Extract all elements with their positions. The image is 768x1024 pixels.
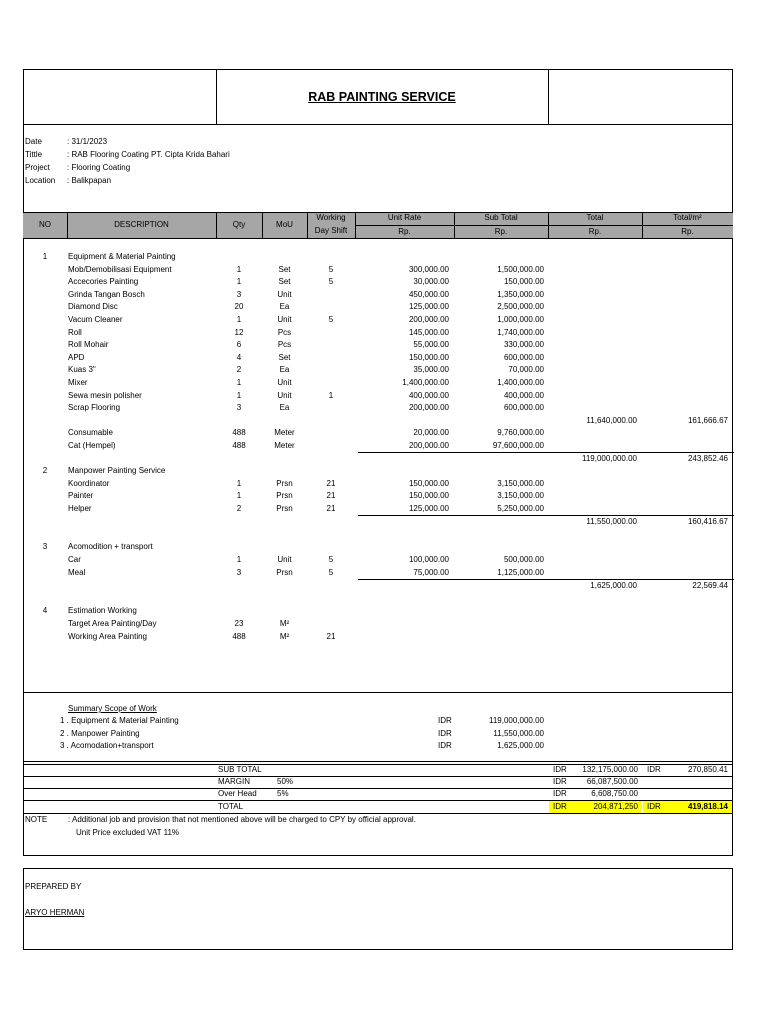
- item-sub-total: 1,000,000.00: [497, 315, 544, 324]
- item-mou: Set: [278, 277, 291, 287]
- item-mou: Unit: [277, 315, 292, 324]
- section-title: Acomodition + transport: [68, 542, 153, 551]
- item-mou: Pcs: [277, 340, 292, 350]
- summary-cur: IDR: [438, 716, 452, 725]
- page-title: RAB PAINTING SERVICE: [308, 90, 456, 104]
- col-header-total-m2: Total/m²: [673, 213, 702, 222]
- prepared-name: ARYO HERMAN: [25, 908, 85, 917]
- item-days: 1: [328, 390, 334, 400]
- item-mou: Prsn: [276, 503, 293, 513]
- item-mou: Unit: [277, 555, 292, 564]
- item-unit-rate: 35,000.00: [413, 365, 449, 375]
- item-qty: 1: [236, 390, 242, 400]
- item-sub-total: 330,000.00: [503, 340, 544, 350]
- item-description: Grinda Tangan Bosch: [68, 289, 145, 299]
- col-header-description: DESCRIPTION: [114, 220, 169, 229]
- item-qty: 3: [236, 403, 242, 413]
- total-value2: 419,818.14: [687, 802, 728, 811]
- item-qty: 488: [232, 440, 246, 450]
- item-unit-rate: 150,000.00: [408, 478, 449, 488]
- title-divider-right: [548, 69, 549, 124]
- subtotal-label: SUB TOTAL: [218, 765, 262, 774]
- item-qty: 12: [234, 327, 244, 337]
- item-qty: 1: [236, 315, 242, 324]
- item-unit-rate: 150,000.00: [408, 491, 449, 501]
- item-sub-total: 9,760,000.00: [497, 428, 544, 437]
- item-sub-total: 1,740,000.00: [497, 327, 544, 337]
- item-unit-rate: 125,000.00: [408, 302, 449, 312]
- item-description: Roll: [68, 327, 82, 337]
- item-unit-rate: 150,000.00: [408, 352, 449, 362]
- summary-value: 119,000,000.00: [488, 716, 544, 725]
- section-no: 4: [42, 606, 48, 615]
- col-header-total: Total: [586, 213, 604, 222]
- section-1-rule: [358, 452, 734, 453]
- col-header-qty: Qty: [232, 220, 246, 229]
- section-total-m2: 22,569.44: [692, 581, 728, 590]
- item-qty: 6: [236, 340, 242, 350]
- item-sub-total: 3,150,000.00: [497, 491, 544, 501]
- item-qty: 4: [236, 352, 242, 362]
- section-title: Estimation Working: [68, 606, 137, 615]
- item-qty: 3: [236, 567, 242, 577]
- item-days: 5: [328, 567, 334, 577]
- info-value: : Balikpapan: [67, 176, 112, 185]
- section-total: 11,550,000.00: [586, 517, 637, 526]
- item-description: Mob/Demobilisasi Equipment: [68, 264, 172, 274]
- total-cur2: IDR: [647, 802, 661, 811]
- item-mou: M²: [279, 619, 290, 628]
- subtotal-cur2: IDR: [647, 765, 661, 774]
- item-days: 21: [326, 478, 336, 488]
- col-header-rp-total: Rp.: [588, 227, 602, 236]
- summary-cur: IDR: [438, 741, 452, 750]
- item-sub-total: 600,000.00: [503, 403, 544, 413]
- item-qty: 23: [234, 619, 244, 628]
- item-days: 5: [328, 315, 334, 324]
- col-header-rp-rate: Rp.: [398, 227, 411, 236]
- item-days: 21: [326, 491, 336, 501]
- item-sub-total: 70,000.00: [508, 365, 544, 375]
- item-description: Roll Mohair: [68, 340, 109, 350]
- info-value: : 31/1/2023: [67, 137, 108, 146]
- item-unit-rate: 200,000.00: [408, 440, 449, 450]
- margin-pct: 50%: [277, 777, 294, 786]
- col-header-dayshift: Day Shift: [314, 226, 348, 235]
- item-unit-rate: 55,000.00: [413, 340, 449, 350]
- summary-value: 11,550,000.00: [493, 728, 544, 738]
- section-no: 3: [42, 542, 48, 551]
- total-label: TOTAL: [218, 802, 244, 811]
- item-sub-total: 97,600,000.00: [492, 440, 544, 450]
- margin-label: MARGIN: [218, 777, 250, 786]
- info-label: Tittle: [25, 150, 43, 159]
- item-mou: Set: [278, 264, 291, 274]
- prepared-box: [23, 868, 733, 950]
- section-title: Equipment & Material Painting: [68, 252, 176, 261]
- item-unit-rate: 450,000.00: [408, 289, 449, 299]
- item-sub-total: 400,000.00: [503, 390, 544, 400]
- item-unit-rate: 125,000.00: [408, 503, 449, 513]
- item-sub-total: 3,150,000.00: [497, 478, 544, 488]
- item-description: Vacum Cleaner: [68, 315, 123, 324]
- item-description: Mixer: [68, 378, 88, 387]
- summary-label: 1 . Equipment & Material Painting: [60, 716, 179, 725]
- item-qty: 1: [236, 264, 242, 274]
- item-qty: 1: [236, 378, 242, 387]
- subtotal-cur: IDR: [553, 765, 567, 774]
- section-title: Manpower Painting Service: [68, 466, 166, 475]
- item-sub-total: 1,500,000.00: [497, 264, 544, 274]
- item-description: Consumable: [68, 428, 113, 437]
- overhead-label: Over Head: [218, 789, 257, 798]
- item-mou: Prsn: [276, 567, 293, 577]
- summary-label: 3 . Acomodation+transport: [60, 741, 154, 750]
- item-mou: Prsn: [276, 478, 293, 488]
- item-description: Koordinator: [68, 478, 110, 488]
- item-mou: Unit: [277, 390, 292, 400]
- title-row-bottom: [23, 124, 733, 125]
- section-total: 11,640,000.00: [586, 416, 637, 425]
- prepared-label: PREPARED BY: [25, 882, 82, 891]
- item-description: Meal: [68, 567, 86, 577]
- info-label: Location: [25, 176, 56, 185]
- note-line2: Unit Price excluded VAT 11%: [76, 828, 180, 837]
- item-description: Car: [68, 555, 81, 564]
- item-unit-rate: 100,000.00: [408, 555, 449, 564]
- section-total: 1,625,000.00: [590, 581, 637, 590]
- item-qty: 1: [236, 555, 242, 564]
- item-unit-rate: 1,400,000.00: [402, 378, 449, 387]
- summary-title: Summary Scope of Work: [68, 704, 157, 713]
- item-sub-total: 1,125,000.00: [497, 567, 544, 577]
- item-sub-total: 500,000.00: [503, 555, 544, 564]
- overhead-pct: 5%: [277, 789, 289, 798]
- item-qty: 488: [232, 428, 246, 437]
- item-days: 5: [328, 555, 334, 564]
- info-label: Date: [25, 137, 42, 146]
- subtotal-value2: 270,850.41: [687, 765, 728, 774]
- margin-value: 66,087,500.00: [586, 777, 638, 786]
- item-days: 5: [328, 277, 334, 287]
- total-cur: IDR: [553, 802, 567, 811]
- overhead-cur: IDR: [553, 789, 567, 798]
- section-total-m2: 160,416.67: [687, 517, 728, 526]
- item-sub-total: 150,000.00: [503, 277, 544, 287]
- summary-cur: IDR: [438, 728, 452, 738]
- col-header-unit-rate: Unit Rate: [387, 213, 422, 222]
- item-days: 5: [328, 264, 334, 274]
- item-description: Accecories Painting: [68, 277, 139, 287]
- item-days: 21: [326, 631, 336, 641]
- item-unit-rate: 200,000.00: [408, 403, 449, 413]
- item-qty: 488: [232, 631, 246, 641]
- margin-cur: IDR: [553, 777, 567, 786]
- item-unit-rate: 200,000.00: [408, 315, 449, 324]
- item-mou: Meter: [274, 440, 295, 450]
- col-header-sub-total: Sub Total: [484, 213, 518, 222]
- note-line1: : Additional job and provision that not mentioned above will be charged to CPY by official approval.: [68, 815, 416, 824]
- item-mou: Pcs: [277, 327, 292, 337]
- info-label: Project: [25, 163, 50, 172]
- item-unit-rate: 400,000.00: [408, 390, 449, 400]
- item-sub-total: 1,400,000.00: [497, 378, 544, 387]
- item-sub-total: 2,500,000.00: [497, 302, 544, 312]
- item-mou: Prsn: [276, 491, 293, 501]
- section-total: 119,000,000.00: [581, 454, 637, 463]
- item-qty: 2: [236, 365, 242, 375]
- info-value: : RAB Flooring Coating PT. Cipta Krida Bahari: [67, 150, 230, 159]
- note-label: NOTE: [25, 815, 48, 824]
- overhead-value: 6,608,750.00: [591, 789, 638, 798]
- item-qty: 20: [234, 302, 244, 312]
- item-days: 21: [326, 503, 336, 513]
- section-total-m2: 243,852.46: [687, 454, 728, 463]
- item-mou: Ea: [279, 302, 290, 312]
- section-3-rule: [358, 579, 734, 580]
- item-sub-total: 600,000.00: [503, 352, 544, 362]
- item-unit-rate: 145,000.00: [408, 327, 449, 337]
- section-2-rule: [358, 515, 734, 516]
- total-value: 204,871,250: [593, 802, 638, 811]
- item-description: Diamond Disc: [68, 302, 118, 312]
- item-qty: 3: [236, 289, 242, 299]
- col-header-rp-m2: Rp.: [681, 227, 694, 236]
- item-unit-rate: 30,000.00: [413, 277, 449, 287]
- item-mou: Set: [278, 352, 291, 362]
- col-header-working: Working: [316, 213, 346, 222]
- info-value: : Flooring Coating: [67, 163, 131, 172]
- item-sub-total: 1,350,000.00: [497, 289, 544, 299]
- item-qty: 1: [236, 491, 242, 501]
- item-mou: Meter: [274, 428, 295, 437]
- item-description: Sewa mesin polisher: [68, 390, 142, 400]
- section-total-m2: 161,666.67: [687, 416, 728, 425]
- summary-label: 2 . Manpower Painting: [60, 728, 140, 738]
- item-description: Painter: [68, 491, 94, 501]
- item-mou: M²: [279, 631, 290, 641]
- col-header-mou: MoU: [276, 220, 293, 229]
- item-qty: 2: [236, 503, 242, 513]
- item-description: APD: [68, 352, 85, 362]
- item-unit-rate: 20,000.00: [413, 428, 449, 437]
- col-header-rp-sub: Rp.: [494, 227, 508, 236]
- item-description: Target Area Painting/Day: [68, 619, 157, 628]
- item-sub-total: 5,250,000.00: [497, 503, 544, 513]
- item-unit-rate: 300,000.00: [408, 264, 449, 274]
- item-mou: Unit: [277, 289, 292, 299]
- summary-value: 1,625,000.00: [497, 741, 544, 750]
- item-qty: 1: [236, 478, 242, 488]
- item-description: Working Area Painting: [68, 631, 148, 641]
- item-description: Cat (Hempel): [68, 440, 116, 450]
- section-no: 1: [42, 252, 48, 261]
- item-description: Scrap Flooring: [68, 403, 121, 413]
- item-description: Kuas 3": [68, 365, 96, 375]
- section-no: 2: [42, 466, 48, 475]
- item-mou: Unit: [277, 378, 292, 387]
- summary-top-line: [23, 692, 733, 693]
- col-header-no: NO: [39, 220, 51, 229]
- item-description: Helper: [68, 503, 92, 513]
- item-unit-rate: 75,000.00: [413, 567, 449, 577]
- subtotal-value: 132,175,000.00: [582, 765, 638, 774]
- item-mou: Ea: [279, 403, 290, 413]
- item-mou: Ea: [279, 365, 290, 375]
- item-qty: 1: [236, 277, 242, 287]
